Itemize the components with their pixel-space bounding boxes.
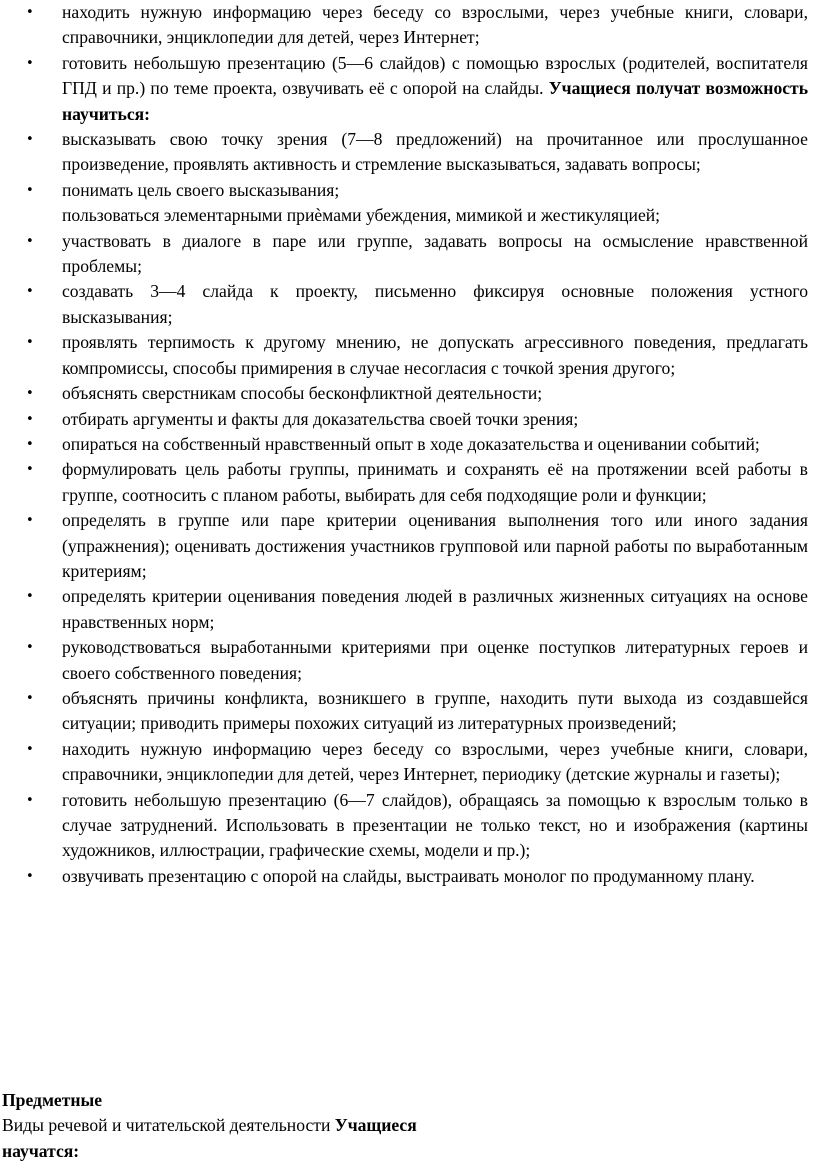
list-item (0, 178, 816, 203)
bullet-marker: • (26, 55, 34, 71)
list-item (0, 381, 816, 406)
list-item (0, 330, 816, 381)
bullet-marker: • (26, 411, 34, 427)
list-item (0, 203, 816, 228)
bullet-marker: • (26, 284, 34, 300)
list-item (0, 737, 816, 788)
bullet-marker: • (26, 182, 34, 198)
list-item-text: пользоваться элементарными приѐмами убеждения, мимикой и жестикуляцией; (62, 205, 661, 226)
bullet-marker: • (26, 436, 34, 452)
list-item-text: высказывать свою точку зрения (7—8 предложений) на прочитанное или прослушанное произведение, проявлять активность и стремление высказываться, задавать вопросы; (62, 129, 808, 175)
list-item (0, 584, 816, 635)
bullet-marker: • (26, 741, 34, 757)
list-item (0, 432, 816, 457)
bullet-marker: • (26, 792, 34, 808)
bullet-marker: • (26, 690, 34, 706)
list-item (0, 51, 816, 127)
bullet-marker: • (26, 132, 34, 148)
list-item-text: руководствоваться выработанными критериями при оценке поступков литературных героев и своего собственного поведения; (62, 637, 808, 683)
bullet-marker: • (26, 462, 34, 478)
bullet-marker: • (26, 335, 34, 351)
list-item-bold-text: Учащиеся получат возможность научиться: (62, 78, 808, 124)
list-item (0, 635, 816, 686)
list-item-text: объяснять причины конфликта, возникшего в группе, находить пути выхода из создавшейся ситуации; приводить примеры похожих ситуаций из литературных произведений; (62, 687, 808, 734)
bullet-marker: • (26, 868, 34, 884)
list-item-text: определять в группе или паре критерии оценивания выполнения того или иного задания (упражнения); оценивать достижения участников групповой или парной работы по выработанным критериям; (62, 510, 808, 581)
subsection-label: Виды речевой и читательской деятельности (2, 1115, 335, 1136)
bullet-marker: • (26, 386, 34, 402)
bullet-marker: • (26, 233, 34, 249)
list-item (0, 457, 816, 508)
list-item-text: находить нужную информацию через беседу со взрослыми, через учебные книги, словари, справочники, энциклопедии для детей, через Интернет; (62, 2, 808, 48)
subsection-bold-continued: научатся: (2, 1140, 80, 1161)
list-item-text: создавать 3—4 слайда к проекту, письменно фиксируя основные положения устного высказывания; (62, 281, 808, 327)
list-item-text: готовить небольшую презентацию (5—6 слайдов) с помощью взрослых (родителей, воспитателя ГПД и пр.) по теме проекта, озвучивать её с опорой на слайды. (62, 52, 808, 99)
bullet-marker: • (26, 640, 34, 656)
list-item-text: находить нужную информацию через беседу со взрослыми, через учебные книги, словари, справочники, энциклопедии для детей, через Интернет, периодику (детские журналы и газеты); (62, 738, 808, 785)
list-item (0, 127, 816, 178)
list-item-text: формулировать цель работы группы, принимать и сохранять её на протяжении всей работы в группе, соотносить с планом работы, выбирать для себя подходящие роли и функции; (62, 459, 808, 505)
list-item (0, 686, 816, 737)
section-heading: Предметные (2, 1090, 103, 1110)
list-item (0, 229, 816, 280)
list-item (0, 864, 816, 889)
list-item (0, 508, 816, 584)
list-item (0, 0, 816, 51)
list-item-text: отбирать аргументы и факты для доказательства своей точки зрения; (62, 408, 579, 429)
bullet-marker: • (26, 5, 34, 20)
subsection-bold: Учащиеся (334, 1115, 417, 1136)
list-item-text: готовить небольшую презентацию (6—7 слайдов), обращаясь за помощью к взрослым только в случае затруднений. Использовать в презентации не только текст, но и изображения (картины художников, иллюстрации, графические схемы, модели и пр.); (62, 789, 808, 861)
section-footer (0, 1088, 816, 1164)
list-item-text: озвучивать презентацию с опорой на слайды, выстраивать монолог по продуманному плану. (62, 865, 755, 886)
list-item (0, 407, 816, 432)
list-item-text: опираться на собственный нравственный опыт в ходе доказательства и оценивании событий; (62, 433, 760, 454)
list-item-text: определять критерии оценивания поведения людей в различных жизненных ситуациях на основе нравственных норм; (62, 586, 808, 632)
list-item-text: объяснять сверстникам способы бесконфликтной деятельности; (62, 383, 543, 404)
list-item (0, 279, 816, 330)
bullet-marker: • (26, 589, 34, 605)
list-item-text: участвовать в диалоге в паре или группе, задавать вопросы на осмысление нравственной проблемы; (62, 230, 808, 277)
list-item-text: проявлять терпимость к другому мнению, не допускать агрессивного поведения, предлагать компромиссы, способы примирения в случае несогласия с точкой зрения другого; (62, 332, 808, 378)
list-item-text: понимать цель своего высказывания; (62, 179, 340, 200)
list-item (0, 788, 816, 864)
bullet-marker: • (26, 513, 34, 529)
